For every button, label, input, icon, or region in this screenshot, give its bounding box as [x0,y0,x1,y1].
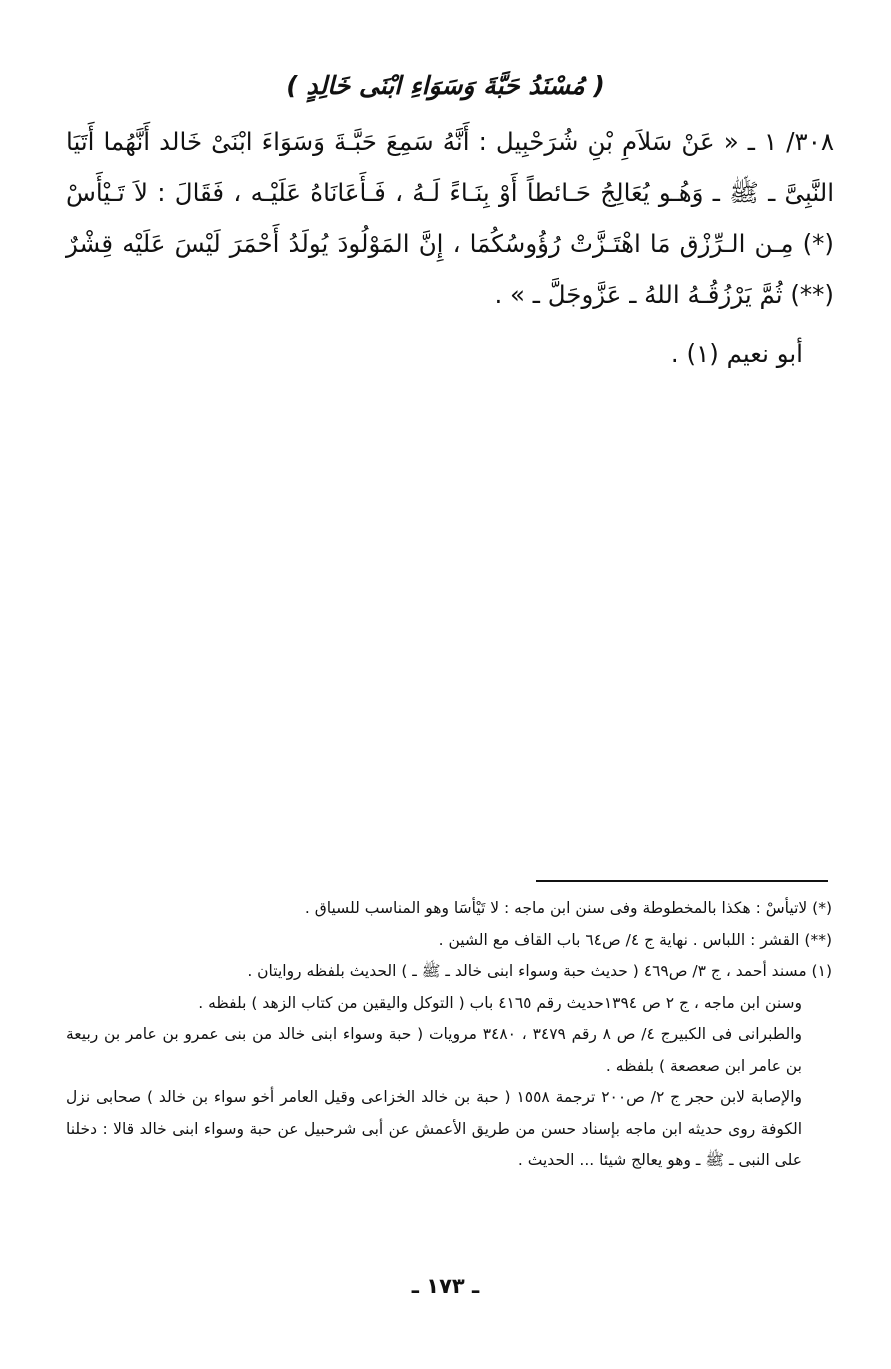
hadith-body [66,116,834,320]
hadith-text: ٣٠٨/ ١ ـ « عَنْ سَلاَمِ بْنِ شُرَحْبِيل : أَنَّهُ سَمِعَ حَبَّـةَ وَسَوَاءَ ابْنَىْ خَالد أَنَّهُما أَتَيَا النَّبِىَّ ـ ﷺ ـ وَهُـو يُعَالِجُ حَـائطاً أَوْ بِنَـاءً لَـهُ ، فَـأَعَانَاهُ عَلَيْـه ، فَقَالَ : لاَ تَـيْأَسْ (*) مِـن الـرِّزْق مَا اهْتَـزَّتْ رُؤُوسُكُمَا ، إِنَّ المَوْلُودَ يُولَدُ أَحْمَرَ لَيْسَ عَلَيْه قِشْرٌ (**) ثُمَّ يَرْزُقُـهُ اللهُ ـ عَزَّوجَلَّ ـ » . [66,127,835,309]
footnote-item: وسنن ابن ماجه ، ج ٢ ص ١٣٩٤حديث رقم ٤١٦٥ باب ( التوكل واليقين من كتاب الزهد ) بلفظه . [198,993,802,1012]
footnote-item: والإصابة لابن حجر ج ٢/ ص٢٠٠ ترجمة ١٥٥٨ ( حبة بن خالد الخزاعى وقيل العامر أخو سواء بن خالد ) صحابى نزل الكوفة روى حديثه ابن ماجه بإسناد حسن من طريق الأعمش عن أبى شرحبيل عن حبة وسواء ابنى خالد قالا : دخلنا على النبى ـ ﷺ ـ وهو يعالج شيئا ... الحديث . [66,1088,802,1169]
footnote-item: (**) القشر : اللباس . نهاية ج ٤/ ص٦٤ باب القاف مع الشين . [438,930,832,949]
footnote-item: والطبرانى فى الكبيرج ٤/ ص ٨ رقم ٣٤٧٩ ، ٣٤٨٠ مرويات ( حبة وسواء ابنى خالد من بنى عمرو بن عامر بن ربيعة بن عامر ابن صعصعة ) بلفظه . [66,1025,802,1075]
footnotes [66,893,832,1177]
footnote-divider [536,880,828,882]
source-attribution: أبو نعيم (١) . [670,339,803,368]
footnote-item: (*) لاتيأسْ : هكذا بالمخطوطة وفى سنن ابن ماجه : لا تَيْأسَا وهو المناسب للسياق . [304,899,832,917]
footnote-item: (١) مسند أحمد ، ج ٣/ ص٤٦٩ ( حديث حبة وسواء ابنى خالد ـ ﷺ ـ ) الحديث بلفظه روايتان . [247,962,832,980]
page-number: ـ ١٧٣ ـ [411,1274,480,1298]
section-heading: ( مُسْنَدُ حَبَّةَ وَسَوَاءِ ابْنَى خَالِدٍ ) [286,71,605,100]
